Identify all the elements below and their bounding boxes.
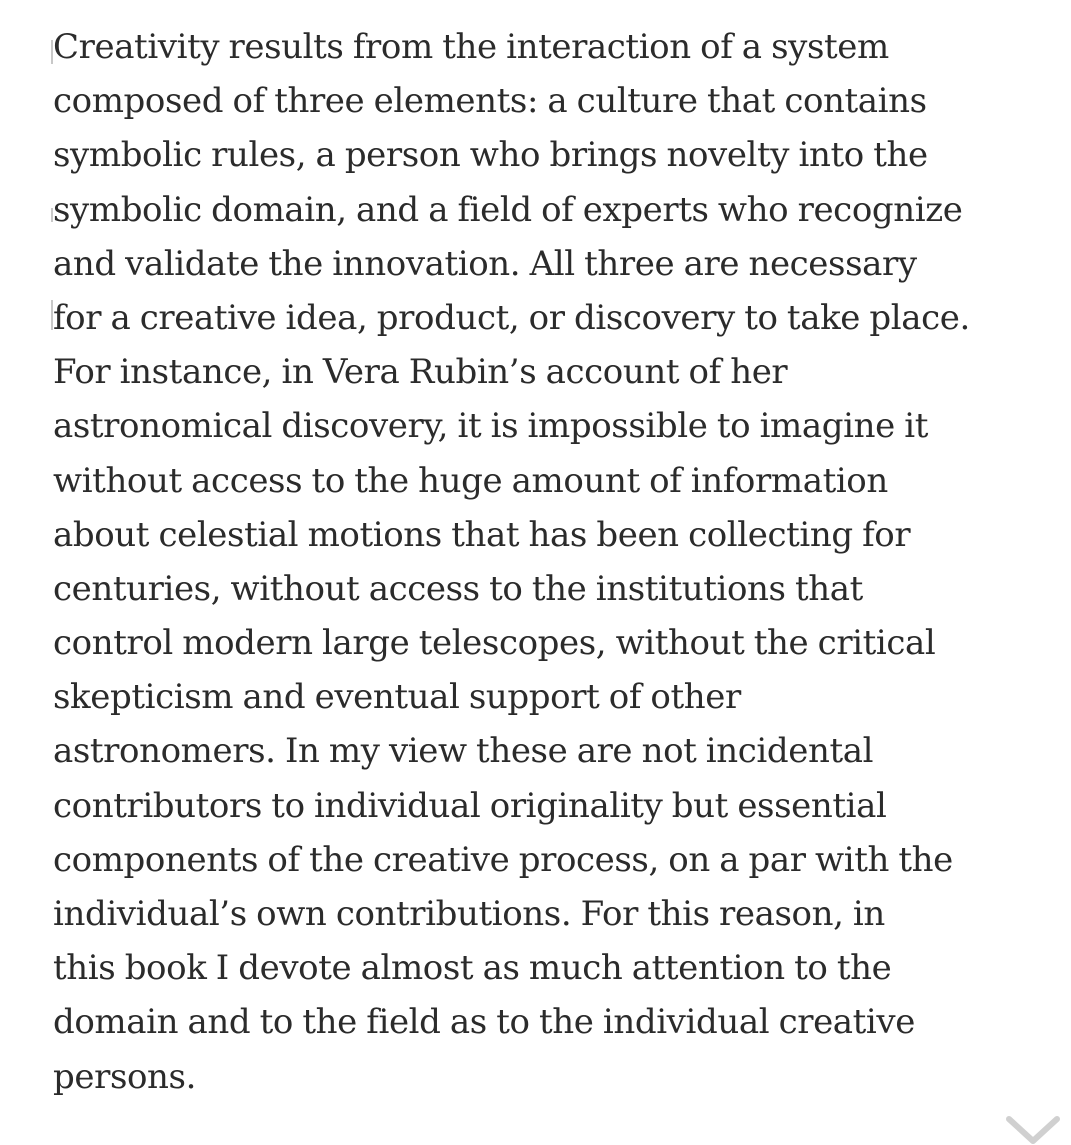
text-line: control modern large telescopes, without the critical xyxy=(53,623,936,664)
text-line: centuries, without access to the institutions that xyxy=(53,568,863,609)
text-line: domain and to the field as to the individual creative xyxy=(53,1002,915,1043)
text-line: astronomers. In my view these are not incidental xyxy=(53,731,874,772)
text-line: persons. xyxy=(53,1056,197,1097)
text-line: components of the creative process, on a par with the xyxy=(53,839,953,880)
text-line: composed of three elements: a culture that contains xyxy=(53,81,927,122)
text-line: symbolic rules, a person who brings novelty into the xyxy=(53,135,928,176)
text-line: without access to the huge amount of information xyxy=(53,460,888,501)
text-line: for a creative idea, product, or discovery to take place. xyxy=(53,297,970,338)
chevron-down-icon[interactable] xyxy=(1003,1115,1063,1145)
text-line: individual’s own contributions. For this reason, in xyxy=(53,894,885,934)
text-line: skepticism and eventual support of other xyxy=(53,677,741,718)
text-line: For instance, in Vera Rubin’s account of her xyxy=(53,352,788,393)
text-line: this book I devote almost as much attention to the xyxy=(53,948,892,989)
text-line: symbolic domain, and a field of experts who recognize xyxy=(53,189,963,230)
text-line: astronomical discovery, it is impossible to imagine it xyxy=(53,406,928,447)
text-line: Creativity results from the interaction of a system xyxy=(53,27,889,67)
text-line: contributors to individual originality but essential xyxy=(53,785,887,826)
text-line: about celestial motions that has been collecting for xyxy=(53,514,911,555)
text-line: and validate the innovation. All three are necessary xyxy=(53,243,917,284)
excerpt-paragraph xyxy=(53,20,1063,1104)
